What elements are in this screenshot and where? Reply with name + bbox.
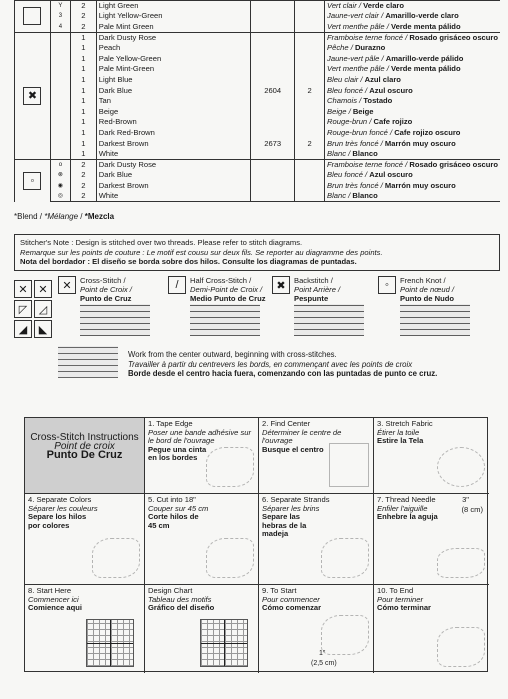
legend-quantity: 1 bbox=[70, 138, 96, 149]
fabric-fold-illustration bbox=[329, 443, 369, 487]
legend-es: Cafe rojizo bbox=[373, 117, 413, 127]
legend-symbol bbox=[50, 128, 70, 139]
legend-translation bbox=[325, 53, 500, 64]
step-fr: Déterminer le centre de l'ouvrage bbox=[262, 427, 342, 446]
step-separate-strands bbox=[259, 494, 374, 585]
cross-stitch-icon: ✕ bbox=[58, 276, 76, 294]
legend-color-name: White bbox=[96, 149, 251, 160]
step-en: 1. Tape Edge bbox=[148, 419, 193, 428]
legend-row bbox=[15, 64, 501, 75]
step-fr: Tableau des motifs bbox=[148, 594, 212, 604]
legend-es: Verde claro bbox=[363, 1, 405, 11]
step-cut-thread bbox=[145, 494, 259, 585]
french-knot-icon: ◦ bbox=[378, 276, 396, 294]
step-es: Separe las hebras de la madeja bbox=[262, 512, 307, 539]
legend-row bbox=[15, 85, 501, 96]
tape-edge-illustration bbox=[206, 447, 254, 487]
legend-floss-number bbox=[251, 53, 295, 64]
legend-symbol: 3 bbox=[50, 11, 70, 22]
step-es: Pegue una cinta en los bordes bbox=[148, 444, 207, 463]
legend-floss-number bbox=[251, 32, 295, 43]
legend-fr: Beige / bbox=[327, 106, 351, 116]
legend-color-name: Dark Dusty Rose bbox=[96, 32, 251, 43]
half-cross-stitch-diagram bbox=[190, 304, 260, 336]
legend-floss-number bbox=[251, 170, 295, 181]
legend-color-name: Beige bbox=[96, 106, 251, 117]
legend-es: Durazno bbox=[354, 43, 386, 53]
legend-group-symbol bbox=[15, 32, 51, 159]
legend-floss-number bbox=[251, 75, 295, 86]
legend-quantity: 1 bbox=[70, 53, 96, 64]
step-en: 10. To End bbox=[377, 586, 414, 595]
note-en: Stitcher's Note : Design is stitched over two threads. Please refer to stitch diagrams. bbox=[20, 238, 303, 247]
instructions-grid bbox=[24, 417, 488, 672]
legend-row bbox=[15, 96, 501, 107]
step-es: Gráfico del diseño bbox=[148, 603, 215, 613]
legend-symbol bbox=[50, 149, 70, 160]
legend-color-name: Tan bbox=[96, 96, 251, 107]
color-legend-table bbox=[14, 0, 500, 202]
legend-fr: Bleu foncé / bbox=[327, 85, 368, 95]
legend-symbol bbox=[50, 75, 70, 86]
step-es: Cómo comenzar bbox=[262, 603, 322, 613]
legend-floss-number bbox=[251, 43, 295, 54]
legend-floss-number bbox=[251, 106, 295, 117]
legend-translation bbox=[325, 117, 500, 128]
stitch-fr: Point de nœud / bbox=[400, 285, 455, 294]
legend-floss-number bbox=[251, 64, 295, 75]
measure-label: 1" bbox=[319, 650, 326, 658]
blend-es: *Mezcla bbox=[84, 212, 115, 221]
step-en: 6. Separate Strands bbox=[262, 495, 330, 504]
blend-note bbox=[14, 212, 114, 221]
step-en: 9. To Start bbox=[262, 586, 297, 595]
quarter-stitch-diagram bbox=[58, 346, 118, 378]
legend-translation bbox=[325, 96, 500, 107]
legend-strands bbox=[295, 64, 325, 75]
step-fr: Pour commencer bbox=[262, 594, 320, 604]
stitch-french-knot bbox=[378, 276, 500, 346]
legend-symbol bbox=[50, 43, 70, 54]
legend-row bbox=[15, 128, 501, 139]
end-stitch-illustration bbox=[437, 627, 485, 667]
legend-fr: Vert clair / bbox=[327, 1, 361, 11]
step-en: 3. Stretch Fabric bbox=[377, 419, 433, 428]
legend-es: Azul oscuro bbox=[369, 85, 413, 95]
step-fr: Enfiler l'aiguille bbox=[377, 503, 428, 513]
work-fr: Travailler à partir du centrevers les bords, en commençant avec les points de croix bbox=[128, 359, 413, 369]
step-to-start bbox=[259, 585, 374, 673]
backstitch-group-icon: ✖ bbox=[23, 87, 41, 105]
legend-row bbox=[15, 138, 501, 149]
stitch-es: Pespunte bbox=[294, 294, 329, 303]
legend-row bbox=[15, 181, 501, 192]
stitch-en: French Knot / bbox=[400, 276, 446, 285]
legend-color-name: Light Green bbox=[96, 1, 251, 12]
step-tape-edge bbox=[145, 418, 259, 494]
backstitch-diagram bbox=[294, 304, 364, 336]
french-knot-diagram bbox=[400, 304, 470, 336]
step-to-end bbox=[374, 585, 489, 673]
legend-fr: Framboise terne foncé / bbox=[327, 159, 408, 169]
stitch-half-cross bbox=[168, 276, 284, 346]
legend-quantity: 1 bbox=[70, 64, 96, 75]
legend-fr: Chamois / bbox=[327, 96, 362, 106]
legend-row bbox=[15, 191, 501, 202]
hoop-illustration bbox=[437, 447, 485, 487]
legend-strands bbox=[295, 128, 325, 139]
stitch-en: Backstitch / bbox=[294, 276, 333, 285]
legend-symbol bbox=[50, 64, 70, 75]
step-fr: Poser une bande adhésive sur le bord de l'ouvrage bbox=[148, 427, 252, 446]
step-thread-needle bbox=[374, 494, 489, 585]
legend-symbol bbox=[50, 53, 70, 64]
legend-floss-number bbox=[251, 159, 295, 170]
blend-en: *Blend / bbox=[14, 212, 45, 221]
legend-row bbox=[15, 43, 501, 54]
stitch-backstitch bbox=[272, 276, 388, 346]
cross-symbol-icon: ✕ bbox=[14, 280, 32, 298]
legend-strands bbox=[295, 43, 325, 54]
legend-symbol: ⊗ bbox=[50, 170, 70, 181]
quarter-symbol-icon: ◸ bbox=[14, 300, 32, 318]
work-instruction bbox=[128, 350, 498, 379]
stitch-es: Punto de Cruz bbox=[80, 294, 132, 303]
legend-symbol: ◎ bbox=[50, 191, 70, 202]
legend-translation bbox=[325, 22, 500, 33]
legend-es: Marrón muy oscuro bbox=[384, 180, 456, 190]
step-en: 8. Start Here bbox=[28, 586, 72, 595]
legend-es: Amarillo-verde pálido bbox=[385, 53, 464, 63]
legend-fr: Bleu foncé / bbox=[327, 170, 368, 180]
legend-quantity: 1 bbox=[70, 43, 96, 54]
legend-floss-number bbox=[251, 117, 295, 128]
legend-symbol bbox=[50, 32, 70, 43]
legend-quantity: 1 bbox=[70, 106, 96, 117]
legend-strands bbox=[295, 32, 325, 43]
step-es: Comience aqui bbox=[28, 603, 83, 613]
step-fr: Séparer les couleurs bbox=[28, 503, 98, 513]
blank-group-icon bbox=[23, 7, 41, 25]
floss-illustration bbox=[92, 538, 140, 578]
legend-es: Azul claro bbox=[364, 74, 401, 84]
legend-row bbox=[15, 170, 501, 181]
legend-symbol: 4 bbox=[50, 22, 70, 33]
step-fr: Étirer la toile bbox=[377, 427, 420, 437]
legend-fr: Rouge-brun foncé / bbox=[327, 127, 393, 137]
stitch-es: Medio Punto de Cruz bbox=[190, 294, 266, 303]
legend-fr: Pêche / bbox=[327, 43, 353, 53]
instructions-title bbox=[25, 418, 145, 494]
legend-strands bbox=[295, 75, 325, 86]
legend-floss-number bbox=[251, 11, 295, 22]
work-es: Borde desde el centro hacia fuera, comenzando con las puntadas de punto ce cruz. bbox=[128, 369, 438, 378]
legend-color-name: Dark Red-Brown bbox=[96, 128, 251, 139]
half-symbol-icon: ◢ bbox=[14, 320, 32, 338]
step-es: Enhebre la aguja bbox=[377, 512, 438, 522]
legend-color-name: Pale Mint Green bbox=[96, 22, 251, 33]
legend-strands bbox=[295, 1, 325, 12]
legend-color-name: Peach bbox=[96, 43, 251, 54]
step-es: Cómo terminar bbox=[377, 603, 432, 613]
backstitch-icon: ✖ bbox=[272, 276, 290, 294]
legend-translation bbox=[325, 1, 500, 12]
legend-row bbox=[15, 1, 501, 12]
step-en: 7. Thread Needle bbox=[377, 495, 436, 504]
legend-es: Marrón muy oscuro bbox=[384, 138, 456, 148]
cross-stitch-diagram bbox=[80, 304, 150, 336]
legend-floss-number bbox=[251, 149, 295, 160]
legend-translation bbox=[325, 75, 500, 86]
legend-strands bbox=[295, 191, 325, 202]
legend-es: Cafe rojizo oscuro bbox=[394, 127, 461, 137]
legend-es: Blanco bbox=[352, 148, 378, 158]
legend-translation bbox=[325, 128, 500, 139]
legend-strands bbox=[295, 170, 325, 181]
legend-color-name: Red-Brown bbox=[96, 117, 251, 128]
legend-es: Verde menta pálido bbox=[390, 21, 461, 31]
legend-color-name: Darkest Brown bbox=[96, 138, 251, 149]
legend-color-name: Dark Blue bbox=[96, 85, 251, 96]
stitcher-note bbox=[14, 234, 500, 271]
measure-metric-label: (8 cm) bbox=[461, 505, 483, 514]
legend-translation bbox=[325, 32, 500, 43]
legend-color-name: Light Yellow-Green bbox=[96, 11, 251, 22]
blend-separator: / bbox=[78, 212, 85, 221]
legend-row bbox=[15, 149, 501, 160]
legend-symbol bbox=[50, 85, 70, 96]
legend-floss-number bbox=[251, 191, 295, 202]
title-fr: Point de croix bbox=[54, 440, 115, 452]
stitch-cross bbox=[58, 276, 174, 346]
legend-translation bbox=[325, 43, 500, 54]
step-en: 4. Separate Colors bbox=[28, 495, 92, 504]
legend-quantity: 2 bbox=[70, 191, 96, 202]
legend-strands bbox=[295, 149, 325, 160]
legend-floss-number bbox=[251, 1, 295, 12]
legend-es: Rosado grisáceo oscuro bbox=[409, 32, 498, 42]
legend-strands bbox=[295, 181, 325, 192]
legend-translation bbox=[325, 64, 500, 75]
legend-translation bbox=[325, 106, 500, 117]
legend-translation bbox=[325, 85, 500, 96]
legend-fr: Framboise terne foncé / bbox=[327, 32, 408, 42]
legend-es: Azul oscuro bbox=[369, 170, 413, 180]
legend-fr: Rouge-brun / bbox=[327, 117, 372, 127]
cross-symbol-icon: ✕ bbox=[34, 280, 52, 298]
step-en: Design Chart bbox=[148, 586, 193, 595]
measure-metric-label: (2,5 cm) bbox=[311, 660, 337, 668]
legend-quantity: 2 bbox=[70, 181, 96, 192]
strands-illustration bbox=[321, 538, 369, 578]
legend-translation bbox=[325, 149, 500, 160]
legend-es: Verde menta pálido bbox=[390, 64, 461, 74]
quarter-symbol-icon: ◿ bbox=[34, 300, 52, 318]
legend-strands bbox=[295, 11, 325, 22]
legend-row bbox=[15, 22, 501, 33]
legend-es: Blanco bbox=[352, 191, 378, 201]
title-en: Cross-Stitch Instructions bbox=[30, 432, 139, 443]
legend-fr: Brun très foncé / bbox=[327, 138, 383, 148]
step-stretch-fabric bbox=[374, 418, 489, 494]
legend-floss-number: 2673 bbox=[251, 138, 295, 149]
legend-quantity: 2 bbox=[70, 1, 96, 12]
work-en: Work from the center outward, beginning with cross-stitches. bbox=[128, 350, 337, 359]
legend-translation bbox=[325, 181, 500, 192]
legend-strands bbox=[295, 106, 325, 117]
step-en: 5. Cut into 18" bbox=[148, 495, 196, 504]
legend-symbol bbox=[50, 117, 70, 128]
legend-strands bbox=[295, 53, 325, 64]
legend-row bbox=[15, 159, 501, 170]
legend-strands: 2 bbox=[295, 138, 325, 149]
stitch-fr: Demi-Point de Croix / bbox=[190, 285, 263, 294]
legend-translation bbox=[325, 170, 500, 181]
legend-floss-number bbox=[251, 181, 295, 192]
legend-color-name: Darkest Brown bbox=[96, 181, 251, 192]
legend-row bbox=[15, 117, 501, 128]
step-fr: Séparer les brins bbox=[262, 503, 320, 513]
legend-fr: Bleu clair / bbox=[327, 74, 363, 84]
legend-es: Tostado bbox=[363, 96, 393, 106]
legend-quantity: 1 bbox=[70, 75, 96, 86]
legend-es: Amarillo-verde claro bbox=[385, 11, 459, 21]
half-cross-stitch-icon: / bbox=[168, 276, 186, 294]
step-es: Busque el centro bbox=[262, 444, 324, 454]
needle-illustration bbox=[437, 548, 485, 578]
step-separate-colors bbox=[25, 494, 145, 585]
legend-strands bbox=[295, 96, 325, 107]
stitch-es: Punto de Nudo bbox=[400, 294, 454, 303]
step-es: Corte hilos de 45 cm bbox=[148, 512, 199, 530]
measure-label: 3" bbox=[462, 495, 469, 504]
legend-color-name: Pale Yellow-Green bbox=[96, 53, 251, 64]
legend-fr: Blanc / bbox=[327, 191, 351, 201]
legend-quantity: 2 bbox=[70, 22, 96, 33]
step-en: 2. Find Center bbox=[262, 419, 311, 428]
legend-row bbox=[15, 53, 501, 64]
step-find-center bbox=[259, 418, 374, 494]
legend-symbol: Y bbox=[50, 1, 70, 12]
legend-strands bbox=[295, 117, 325, 128]
note-es: Nota del bordador : El diseño se borda sobre dos hilos. Consulte los diagramas de puntadas. bbox=[20, 257, 357, 266]
start-stitch-illustration bbox=[321, 615, 369, 655]
note-fr: Remarque sur les points de couture : Le motif est cousu sur deux fils. Se reporter au diagramme des points. bbox=[20, 247, 383, 257]
scissors-illustration bbox=[206, 538, 254, 578]
step-fr: Pour terminer bbox=[377, 594, 424, 604]
legend-fr: Brun très foncé / bbox=[327, 180, 383, 190]
start-center-chart bbox=[86, 619, 134, 667]
stitch-fr: Point de Croix / bbox=[80, 285, 132, 294]
legend-symbol bbox=[50, 138, 70, 149]
legend-row bbox=[15, 75, 501, 86]
step-fr: Couper sur 45 cm bbox=[148, 503, 209, 513]
legend-es: Rosado grisáceo oscuro bbox=[409, 159, 498, 169]
legend-color-name: Light Blue bbox=[96, 75, 251, 86]
legend-fr: Jaune-vert pâle / bbox=[327, 53, 384, 63]
legend-group-symbol bbox=[15, 1, 51, 33]
step-fr: Commencer ici bbox=[28, 594, 79, 604]
design-chart bbox=[145, 585, 259, 673]
legend-floss-number bbox=[251, 22, 295, 33]
legend-quantity: 1 bbox=[70, 32, 96, 43]
legend-row bbox=[15, 106, 501, 117]
legend-symbol: o bbox=[50, 159, 70, 170]
legend-color-name: Dark Blue bbox=[96, 170, 251, 181]
legend-fr: Vert menthe pâle / bbox=[327, 64, 389, 74]
legend-color-name: Dark Dusty Rose bbox=[96, 159, 251, 170]
legend-translation bbox=[325, 138, 500, 149]
legend-strands bbox=[295, 159, 325, 170]
legend-fr: Vert menthe pâle / bbox=[327, 21, 389, 31]
legend-translation bbox=[325, 159, 500, 170]
legend-translation bbox=[325, 11, 500, 22]
step-start-here bbox=[25, 585, 145, 673]
legend-quantity: 1 bbox=[70, 128, 96, 139]
stitch-en: Half Cross-Stitch / bbox=[190, 276, 252, 285]
legend-quantity: 1 bbox=[70, 149, 96, 160]
legend-row bbox=[15, 11, 501, 22]
legend-translation bbox=[325, 191, 500, 202]
blend-fr: *Mélange bbox=[44, 212, 79, 221]
stitch-fr: Point Arrière / bbox=[294, 285, 341, 294]
legend-floss-number: 2604 bbox=[251, 85, 295, 96]
french-knot-group-icon: ◦ bbox=[23, 172, 41, 190]
legend-strands bbox=[295, 22, 325, 33]
legend-color-name: Pale Mint-Green bbox=[96, 64, 251, 75]
legend-quantity: 2 bbox=[70, 170, 96, 181]
legend-quantity: 1 bbox=[70, 117, 96, 128]
design-grid-chart bbox=[200, 619, 248, 667]
step-es: Estire la Tela bbox=[377, 436, 424, 446]
legend-floss-number bbox=[251, 96, 295, 107]
legend-fr: Blanc / bbox=[327, 148, 351, 158]
legend-color-name: White bbox=[96, 191, 251, 202]
half-symbol-icon: ◣ bbox=[34, 320, 52, 338]
legend-quantity: 2 bbox=[70, 159, 96, 170]
legend-symbol bbox=[50, 96, 70, 107]
legend-floss-number bbox=[251, 128, 295, 139]
legend-group-symbol bbox=[15, 159, 51, 201]
legend-quantity: 1 bbox=[70, 85, 96, 96]
title-es: Punto De Cruz bbox=[46, 449, 123, 462]
stitch-symbol-key bbox=[14, 280, 54, 340]
legend-quantity: 2 bbox=[70, 11, 96, 22]
stitch-en: Cross-Stitch / bbox=[80, 276, 126, 285]
legend-es: Beige bbox=[352, 106, 374, 116]
legend-symbol bbox=[50, 106, 70, 117]
legend-quantity: 1 bbox=[70, 96, 96, 107]
legend-fr: Jaune-vert clair / bbox=[327, 11, 384, 21]
legend-row bbox=[15, 32, 501, 43]
legend-symbol: ◉ bbox=[50, 181, 70, 192]
legend-strands: 2 bbox=[295, 85, 325, 96]
step-es: Separe los hilos por colores bbox=[28, 512, 87, 530]
